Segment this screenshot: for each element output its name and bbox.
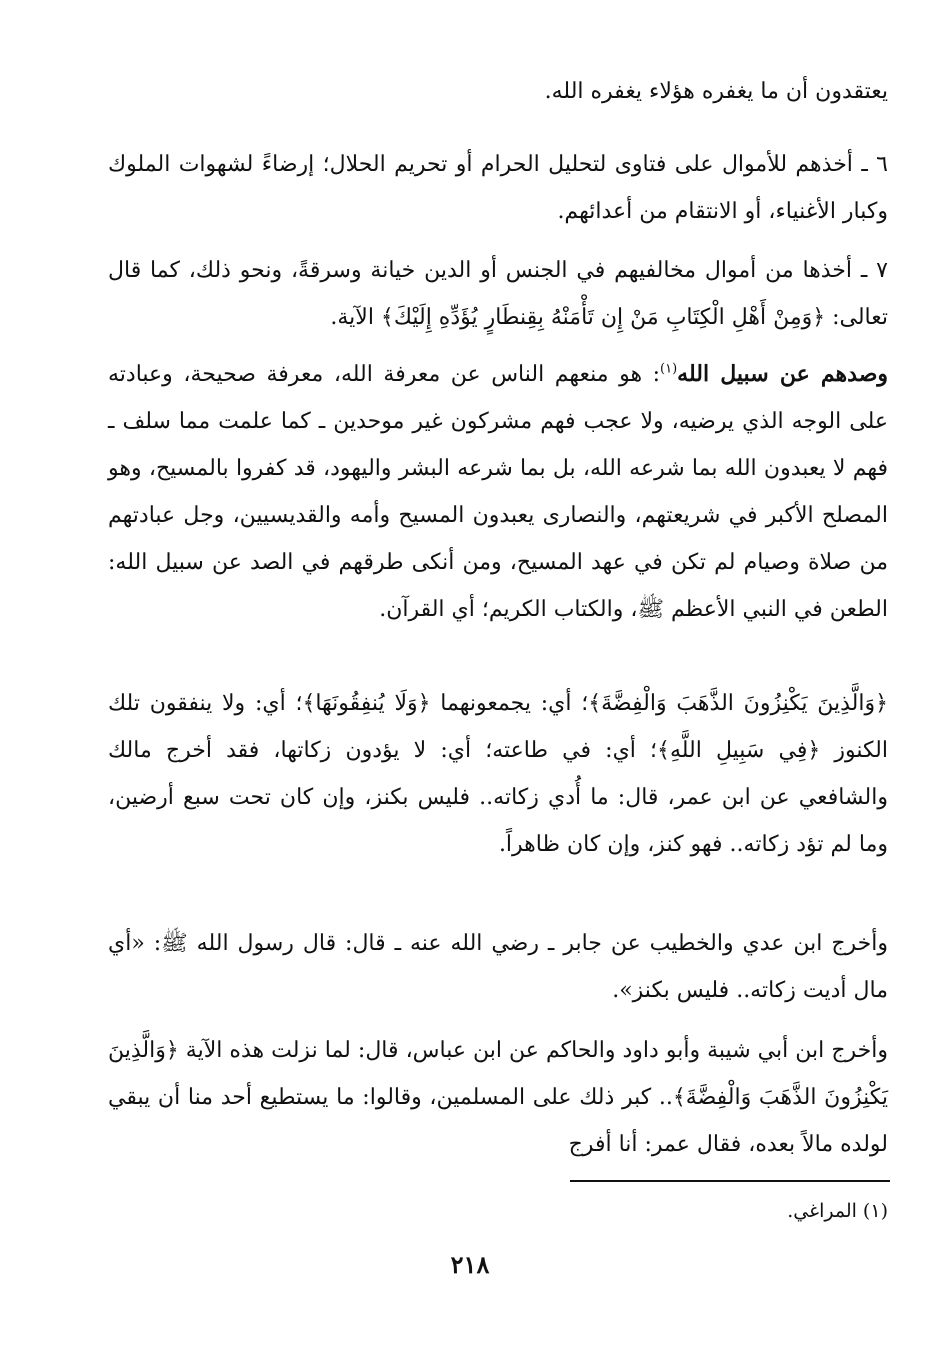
paragraph-body: : هو منعهم الناس عن معرفة الله، معرفة صحيحة، وعبادته على الوجه الذي يرضيه، ولا عجب فهم مشركون غير موحدين ـ كما علمت مما سلف ـ فهم لا يعبدون الله بما شرعه الله، بل بما شرعه البشر واليهود، قد كفروا بالمسيح، وهو المصلح الأكبر في شريعتهم، والنصارى يعبدون المسيح وأمه والقديسيين، وجل عبادتهم من صلاة وصيام لم تكن في عهد المسيح، ومن أنكى طرقهم في الصد عن سبيل الله: الطعن في النبي الأعظم ﷺ، والكتاب الكريم؛ أي القرآن. xyxy=(108,362,889,622)
footnote-divider xyxy=(570,1180,890,1182)
paragraph-hadith-jabir: وأخرج ابن عدي والخطيب عن جابر ـ رضي الله عنه ـ قال: قال رسول الله ﷺ: «أي مال أديت زكاته.. فليس بكنز». xyxy=(108,931,888,1003)
paragraph-item-6: ٦ ـ أخذهم للأموال على فتاوى لتحليل الحرام أو تحريم الحلال؛ إرضاءً لشهوات الملوك وكبار الأغنياء، أو الانتقام من أعدائهم. xyxy=(108,152,888,224)
paragraph-ibn-abbas: وأخرج ابن أبي شيبة وأبو داود والحاكم عن ابن عباس، قال: لما نزلت هذه الآية ﴿وَالَّذِينَ يَكْنِزُونَ الذَّهَبَ وَالْفِضَّةَ﴾.. كبر ذلك على المسلمين، وقالوا: ما يستطيع أحد منا أن يبقي لولده مالاً بعده، فقال عمر: أنا أفرج xyxy=(108,1038,888,1157)
paragraph-item-7: ٧ ـ أخذها من أموال مخالفيهم في الجنس أو الدين خيانة وسرقةً، ونحو ذلك، كما قال تعالى: ﴿وَمِنْ أَهْلِ الْكِتَابِ مَنْ إِن تَأْمَنْهُ بِقِنطَارٍ يُؤَدِّهِ إِلَيْكَ﴾ الآية. xyxy=(108,258,888,330)
footnote-reference: (١) xyxy=(660,361,678,377)
paragraph-hoarders: ﴿وَالَّذِينَ يَكْنِزُونَ الذَّهَبَ وَالْفِضَّةَ﴾؛ أي: يجمعونهما ﴿وَلَا يُنفِقُونَهَا﴾؛ أي: ولا ينفقون تلك الكنوز ﴿فِي سَبِيلِ اللَّهِ﴾؛ أي: في طاعته؛ أي: لا يؤدون زكاتها، فقد أخرج مالك والشافعي عن ابن عمر، قال: ما أُدي زكاته.. فليس بكنز، وإن كان تحت سبع أرضين، وما لم تؤد زكاته.. فهو كنز، وإن كان ظاهراً. xyxy=(108,691,888,857)
footnote-text: (١) المراغي. xyxy=(787,1200,888,1222)
page-number: ٢١٨ xyxy=(450,1250,490,1279)
paragraph-heading: وصدهم عن سبيل الله xyxy=(677,361,888,387)
paragraph-continuation: يعتقدون أن ما يغفره هؤلاء يغفره الله. xyxy=(544,79,888,104)
paragraph-obstruction xyxy=(108,351,888,633)
